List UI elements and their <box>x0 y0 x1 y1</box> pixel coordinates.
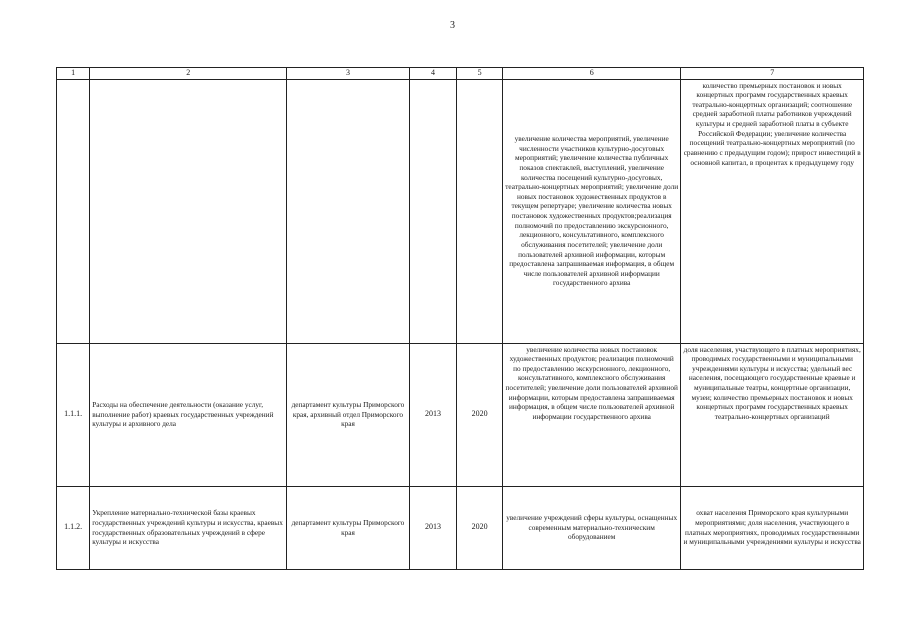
start-year: 2013 <box>409 486 457 569</box>
event-name: Укрепление материально-технической базы краевых государственных учреждений культуры и искусства, краевых государственных образовательных учреждений в сфере культуры и искусства <box>90 486 287 569</box>
row-number: 1.1.2. <box>57 486 90 569</box>
col-header-6: 6 <box>502 68 680 80</box>
executor: департамент культуры Приморского края <box>287 486 409 569</box>
expected-result: увеличение количества мероприятий, увеличение численности участников культурно-досуговых мероприятий; увеличение количества публичных показов спектаклей, выступлений, увеличение количества посещений культурно-досуговых, театрально-концертных мероприятий; увеличение доли новых постановок художественных продуктов в текущем репертуаре; увеличение количества новых постановок художественных продуктов;реализация полномочий по предоставлению экскурсионного, лекционного, консультативного, комплексного обслуживания посетителей; увеличение доли пользователей архивной информации, которым предоставлена запрашиваемая информация, в общем числе пользователей архивной информации государственного архива <box>502 79 680 343</box>
table-row <box>57 79 864 343</box>
col-header-4: 4 <box>409 68 457 80</box>
indicators: охват населения Приморского края культурными мероприятиями; доля населения, участвующего в платных мероприятиях, проводимых государственными и муниципальными учреждениями культуры и искусства <box>681 486 864 569</box>
col-header-1: 1 <box>57 68 90 80</box>
col-header-3: 3 <box>287 68 409 80</box>
event-name: Расходы на обеспечение деятельности (оказание услуг, выполнение работ) краевых государственных учреждений культуры и архивного дела <box>90 343 287 486</box>
indicators: количество премьерных постановок и новых концертных программ государственных краевых театрально-концертных организаций; соотношение средней заработной платы работников учреждений культуры и средней заработной платы в субъекте Российской Федерации; увеличение количества посещений театрально-концертных мероприятий (по сравнению с предыдущим годом); прирост инвестиций в основной капитал, в процентах к предыдущему году <box>681 79 864 343</box>
expected-result: увеличение учреждений сферы культуры, оснащенных современным материально-техническим оборудованием <box>502 486 680 569</box>
table-row <box>57 343 864 486</box>
end-year <box>457 79 503 343</box>
header-row <box>57 68 864 80</box>
table-row <box>57 486 864 569</box>
executor: департамент культуры Приморского края, архивный отдел Приморского края <box>287 343 409 486</box>
program-table <box>56 67 864 570</box>
end-year: 2020 <box>457 343 503 486</box>
page-number: 3 <box>450 20 455 31</box>
indicators: доля населения, участвующего в платных мероприятиях, проводимых государственными и муниципальными учреждениями культуры и искусства; удельный вес населения, посещающего государственные краевые и муниципальные театры, концертные организации, музеи; количество премьерных постановок и новых концертных программ государственных краевых театрально-концертных организаций <box>681 343 864 486</box>
executor <box>287 79 409 343</box>
col-header-7: 7 <box>681 68 864 80</box>
col-header-5: 5 <box>457 68 503 80</box>
row-number <box>57 79 90 343</box>
start-year <box>409 79 457 343</box>
col-header-2: 2 <box>90 68 287 80</box>
end-year: 2020 <box>457 486 503 569</box>
event-name <box>90 79 287 343</box>
start-year: 2013 <box>409 343 457 486</box>
expected-result: увеличение количества новых постановок художественных продуктов; реализация полномочий по предоставлению экскурсионного, лекционного, консультативного, комплексного обслуживания посетителей; увеличение доли пользователей архивной информации, которым предоставлена запрашиваемая информация, в общем числе пользователей архивной информации государственного архива <box>502 343 680 486</box>
row-number: 1.1.1. <box>57 343 90 486</box>
